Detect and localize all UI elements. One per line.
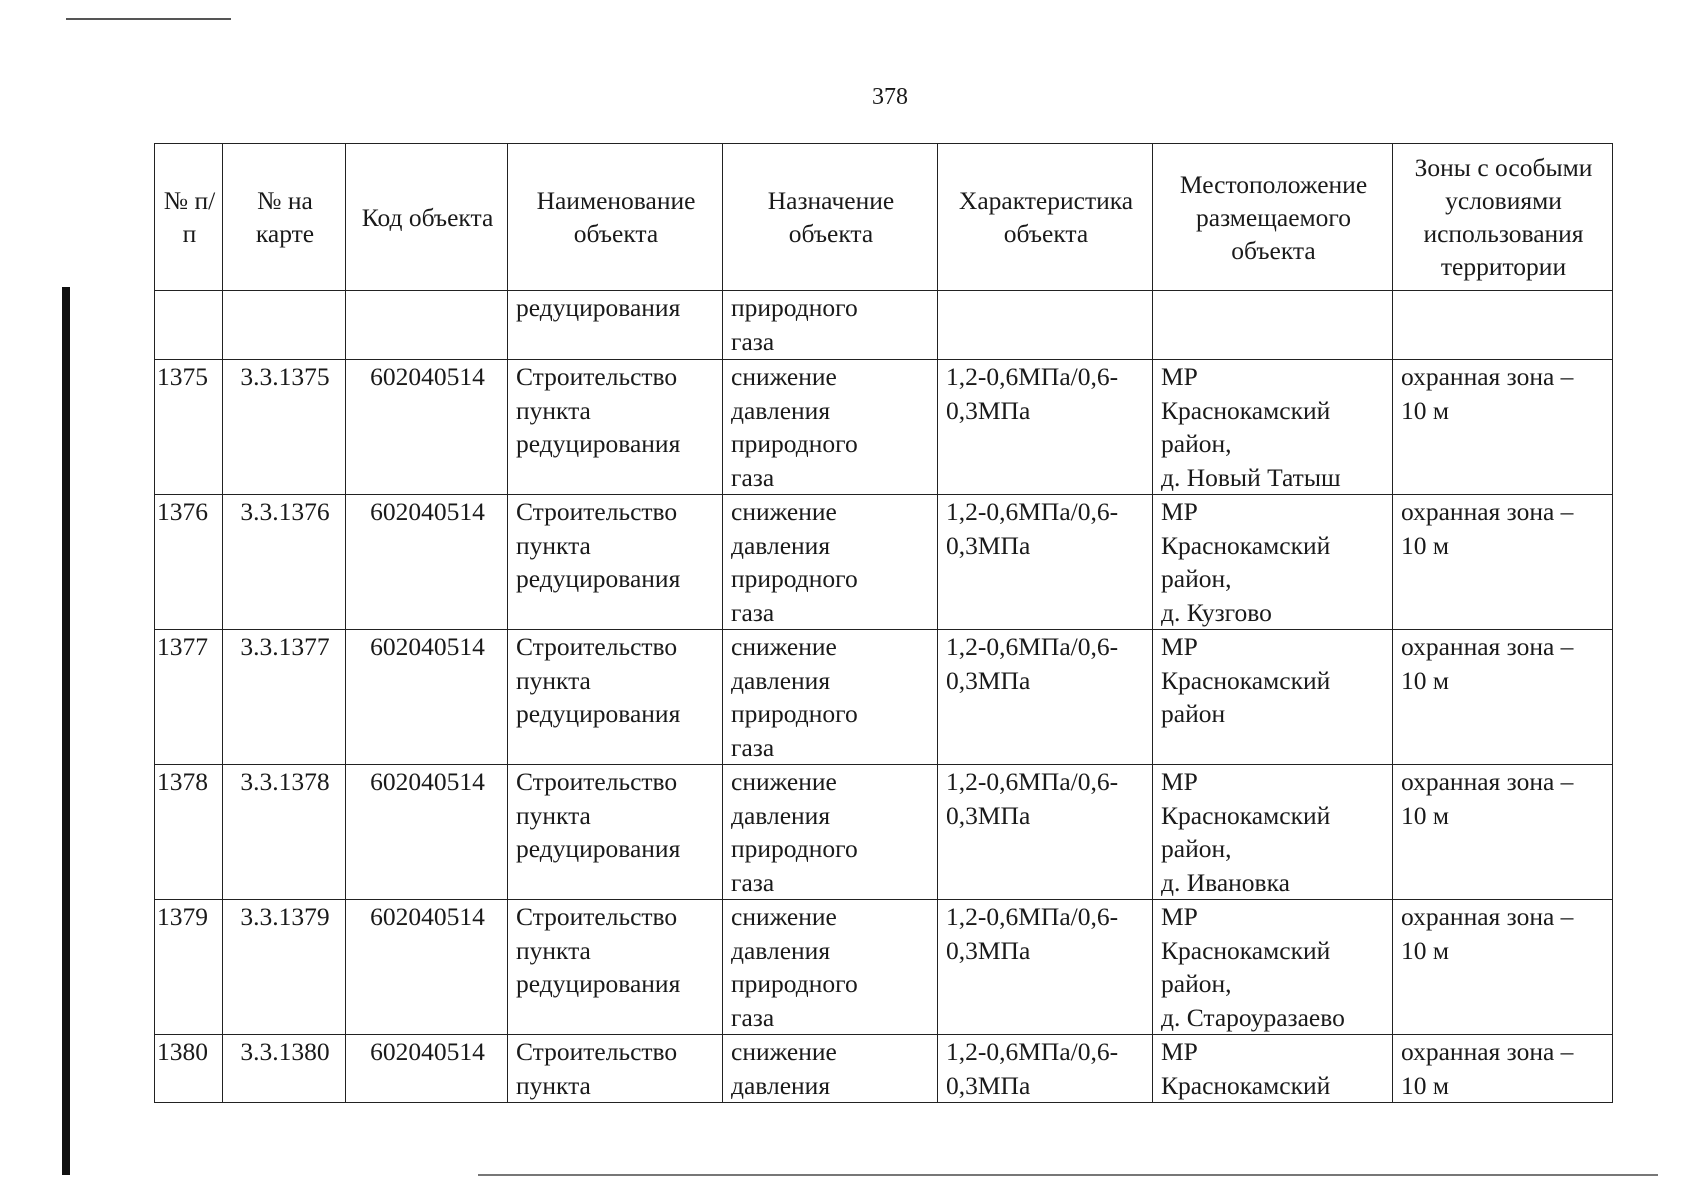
cell-line: Строительство	[516, 1037, 678, 1066]
cell-line: пункта	[516, 935, 591, 965]
cell-line: давления	[731, 935, 831, 965]
cell-line: 1,2-0,6МПа/0,6-	[946, 1037, 1119, 1066]
cell-code: 602040514	[346, 900, 508, 1035]
cell-line: природного	[731, 834, 858, 863]
table-row	[155, 630, 1613, 765]
cell-line: Краснокамский	[1161, 935, 1331, 965]
cell-line: снижение	[731, 767, 837, 796]
cell-zone	[1393, 1035, 1613, 1103]
cell-line: 10 м	[1401, 395, 1450, 425]
cell-purpose	[723, 1035, 938, 1103]
cell-line: природного	[731, 293, 858, 322]
scan-artifact-bottom-line	[478, 1174, 1658, 1176]
cell-purpose	[723, 900, 938, 1035]
cell-line: 10 м	[1401, 530, 1450, 560]
cell-num: 1376	[155, 495, 223, 630]
page-number: 378	[872, 84, 908, 110]
cell-line: давления	[731, 665, 831, 695]
cell-line: газа	[731, 732, 775, 762]
cell-spec	[938, 765, 1153, 900]
cell-line: газа	[731, 462, 775, 492]
cell-spec	[938, 900, 1153, 1035]
cell-map: 3.3.1379	[223, 900, 346, 1035]
cell-name	[508, 291, 723, 360]
cell-line: 1,2-0,6МПа/0,6-	[946, 497, 1119, 526]
cell-line: снижение	[731, 497, 837, 526]
cell-line: 0,3МПа	[946, 1070, 1031, 1100]
cell-line: пункта	[516, 800, 591, 830]
cell-line: 0,3МПа	[946, 395, 1031, 425]
header-object-name: Наименование объекта	[508, 144, 723, 291]
cell-code: 602040514	[346, 630, 508, 765]
cell-line: природного	[731, 564, 858, 593]
cell-line: 0,3МПа	[946, 530, 1031, 560]
cell-line: 0,3МПа	[946, 800, 1031, 830]
cell-line: давления	[731, 1070, 831, 1100]
cell-line: д. Староуразаево	[1161, 1002, 1345, 1032]
cell-line: природного	[731, 699, 858, 728]
cell-line: снижение	[731, 362, 837, 391]
cell-line: Строительство	[516, 362, 678, 391]
cell-line: МР	[1161, 902, 1198, 931]
cell-line: пункта	[516, 530, 591, 560]
cell-name	[508, 765, 723, 900]
cell-map: 3.3.1378	[223, 765, 346, 900]
cell-line: МР	[1161, 767, 1198, 796]
cell-zone	[1393, 765, 1613, 900]
cell-spec	[938, 360, 1153, 495]
cell-map: 3.3.1375	[223, 360, 346, 495]
cell-line: газа	[731, 326, 775, 356]
cell-line: д. Кузгово	[1161, 597, 1272, 627]
cell-line: газа	[731, 867, 775, 897]
cell-line: МР	[1161, 632, 1198, 661]
table-body	[155, 291, 1613, 1103]
cell-line: Строительство	[516, 902, 678, 931]
cell-line: район,	[1161, 969, 1232, 998]
cell-line: 1,2-0,6МПа/0,6-	[946, 767, 1119, 796]
cell-line: Строительство	[516, 632, 678, 661]
cell-line: д. Новый Татыш	[1161, 462, 1341, 492]
cell-num: 1379	[155, 900, 223, 1035]
cell-map	[223, 291, 346, 360]
cell-line: 1,2-0,6МПа/0,6-	[946, 902, 1119, 931]
cell-num	[155, 291, 223, 360]
cell-code	[346, 291, 508, 360]
cell-line: снижение	[731, 632, 837, 661]
cell-line: МР	[1161, 1037, 1198, 1066]
scan-artifact-top-line	[66, 18, 231, 20]
cell-line: 10 м	[1401, 665, 1450, 695]
cell-line: охранная зона –	[1401, 497, 1574, 526]
cell-name	[508, 1035, 723, 1103]
header-object-location: Местоположение размещаемого объекта	[1153, 144, 1393, 291]
cell-line: д. Ивановка	[1161, 867, 1290, 897]
cell-spec	[938, 1035, 1153, 1103]
cell-zone	[1393, 630, 1613, 765]
cell-line: Краснокамский	[1161, 665, 1331, 695]
header-special-zones: Зоны с особыми условиями использования территории	[1393, 144, 1613, 291]
cell-line: 10 м	[1401, 800, 1450, 830]
cell-location	[1153, 495, 1393, 630]
cell-line: давления	[731, 800, 831, 830]
table-row	[155, 495, 1613, 630]
cell-line: газа	[731, 1002, 775, 1032]
cell-location	[1153, 900, 1393, 1035]
cell-line: 0,3МПа	[946, 935, 1031, 965]
cell-line: редуцирования	[516, 564, 681, 593]
cell-line: охранная зона –	[1401, 632, 1574, 661]
table-row	[155, 900, 1613, 1035]
header-number: № п/п	[155, 144, 223, 291]
header-object-purpose: Назначение объекта	[723, 144, 938, 291]
cell-line: редуцирования	[516, 699, 681, 728]
cell-line: охранная зона –	[1401, 902, 1574, 931]
table-row	[155, 765, 1613, 900]
cell-line: район	[1161, 699, 1226, 728]
scan-artifact-left-bar	[62, 287, 70, 1175]
cell-line: пункта	[516, 665, 591, 695]
cell-line: охранная зона –	[1401, 767, 1574, 796]
cell-name	[508, 360, 723, 495]
cell-location	[1153, 765, 1393, 900]
cell-line: природного	[731, 429, 858, 458]
cell-line: пункта	[516, 1070, 591, 1100]
cell-line: пункта	[516, 395, 591, 425]
header-object-spec: Характеристика объекта	[938, 144, 1153, 291]
cell-num: 1378	[155, 765, 223, 900]
cell-line: редуцирования	[516, 293, 681, 322]
header-map-number: № на карте	[223, 144, 346, 291]
cell-line: природного	[731, 969, 858, 998]
cell-map: 3.3.1377	[223, 630, 346, 765]
cell-spec	[938, 291, 1153, 360]
cell-line: Краснокамский	[1161, 800, 1331, 830]
cell-line: охранная зона –	[1401, 1037, 1574, 1066]
cell-code: 602040514	[346, 360, 508, 495]
cell-line: МР	[1161, 362, 1198, 391]
cell-location	[1153, 291, 1393, 360]
cell-num: 1375	[155, 360, 223, 495]
cell-zone	[1393, 900, 1613, 1035]
cell-spec	[938, 630, 1153, 765]
cell-line: Строительство	[516, 497, 678, 526]
cell-location	[1153, 630, 1393, 765]
cell-map: 3.3.1376	[223, 495, 346, 630]
cell-line: район,	[1161, 429, 1232, 458]
cell-num: 1377	[155, 630, 223, 765]
objects-table	[154, 143, 1613, 1103]
cell-map: 3.3.1380	[223, 1035, 346, 1103]
cell-line: Краснокамский	[1161, 395, 1331, 425]
cell-code: 602040514	[346, 1035, 508, 1103]
cell-line: снижение	[731, 902, 837, 931]
cell-zone	[1393, 360, 1613, 495]
cell-code: 602040514	[346, 765, 508, 900]
cell-line: 10 м	[1401, 1070, 1450, 1100]
cell-line: редуцирования	[516, 969, 681, 998]
cell-zone	[1393, 291, 1613, 360]
cell-line: 0,3МПа	[946, 665, 1031, 695]
cell-line: 10 м	[1401, 935, 1450, 965]
header-object-code: Код объекта	[346, 144, 508, 291]
cell-line: 1,2-0,6МПа/0,6-	[946, 362, 1119, 391]
cell-line: газа	[731, 597, 775, 627]
cell-location	[1153, 1035, 1393, 1103]
cell-zone	[1393, 495, 1613, 630]
cell-line: район,	[1161, 564, 1232, 593]
cell-purpose	[723, 360, 938, 495]
cell-purpose	[723, 291, 938, 360]
cell-num: 1380	[155, 1035, 223, 1103]
cell-line: снижение	[731, 1037, 837, 1066]
cell-line: охранная зона –	[1401, 362, 1574, 391]
cell-purpose	[723, 630, 938, 765]
table-row	[155, 1035, 1613, 1103]
cell-line: район,	[1161, 834, 1232, 863]
cell-purpose	[723, 765, 938, 900]
cell-line: давления	[731, 395, 831, 425]
cell-line: Строительство	[516, 767, 678, 796]
cell-line: редуцирования	[516, 429, 681, 458]
cell-line: давления	[731, 530, 831, 560]
cell-line: 1,2-0,6МПа/0,6-	[946, 632, 1119, 661]
table-header-row	[155, 144, 1613, 291]
cell-name	[508, 900, 723, 1035]
cell-line: МР	[1161, 497, 1198, 526]
cell-code: 602040514	[346, 495, 508, 630]
cell-line: Краснокамский	[1161, 530, 1331, 560]
cell-spec	[938, 495, 1153, 630]
cell-purpose	[723, 495, 938, 630]
cell-name	[508, 630, 723, 765]
continuation-row	[155, 291, 1613, 360]
cell-line: редуцирования	[516, 834, 681, 863]
cell-name	[508, 495, 723, 630]
cell-location	[1153, 360, 1393, 495]
cell-line: Краснокамский	[1161, 1070, 1331, 1100]
table-row	[155, 360, 1613, 495]
